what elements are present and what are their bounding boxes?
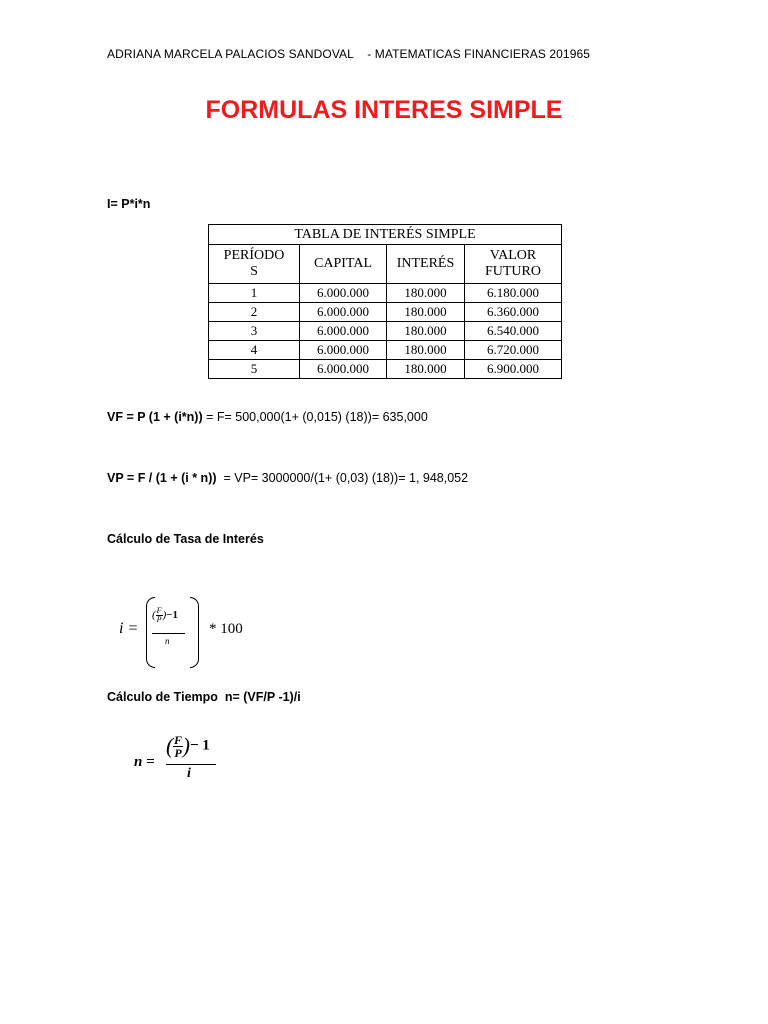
table-row: 2 6.000.000 180.000 6.360.000 (209, 303, 562, 322)
page-title: FORMULAS INTERES SIMPLE (205, 96, 563, 124)
table-row: 5 6.000.000 180.000 6.900.000 (209, 360, 562, 379)
rate-denominator: n (165, 636, 170, 646)
time-numerator: $(\frac{F}{P})- 1$ (166, 732, 210, 760)
table-row: 1 6.000.000 180.000 6.180.000 (209, 284, 562, 303)
table-caption: TABLA DE INTERÉS SIMPLE (209, 225, 562, 245)
header-interes: INTERÉS (387, 245, 465, 284)
fraction-bar (152, 633, 185, 634)
header-capital: CAPITAL (300, 245, 387, 284)
time-denominator: i (187, 766, 191, 781)
header-periodos: PERÍODO S (209, 245, 300, 284)
rate-lhs: i = (119, 620, 139, 637)
rate-heading: Cálculo de Tasa de Interés (107, 532, 264, 546)
interest-formula: I= P*i*n (107, 197, 151, 211)
times-hundred: * 100 (209, 621, 243, 637)
simple-interest-table (208, 224, 562, 379)
present-value-formula: VP = F / (1 + (i * n)) = VP= 3000000/(1+ (0,03) (18))= 1, 948,052 (107, 471, 469, 485)
future-value-formula: VF = P (1 + (i*n)) = F= 500,000(1+ (0,015) (18))= 635,000 (107, 410, 428, 424)
rate-numerator: $(\frac{F}{P})-1$ (152, 606, 179, 624)
table-row: 4 6.000.000 180.000 6.720.000 (209, 341, 562, 360)
right-paren (190, 597, 199, 668)
time-lhs: n = (134, 754, 155, 770)
time-heading: Cálculo de Tiempo n= (VF/P -1)/i (107, 690, 301, 704)
header-valor-futuro: VALOR FUTURO (465, 245, 562, 284)
fraction-bar (166, 764, 216, 765)
table-row: 3 6.000.000 180.000 6.540.000 (209, 322, 562, 341)
document-header: ADRIANA MARCELA PALACIOS SANDOVAL - MATEMATICAS FINANCIERAS 201965 (107, 47, 591, 61)
